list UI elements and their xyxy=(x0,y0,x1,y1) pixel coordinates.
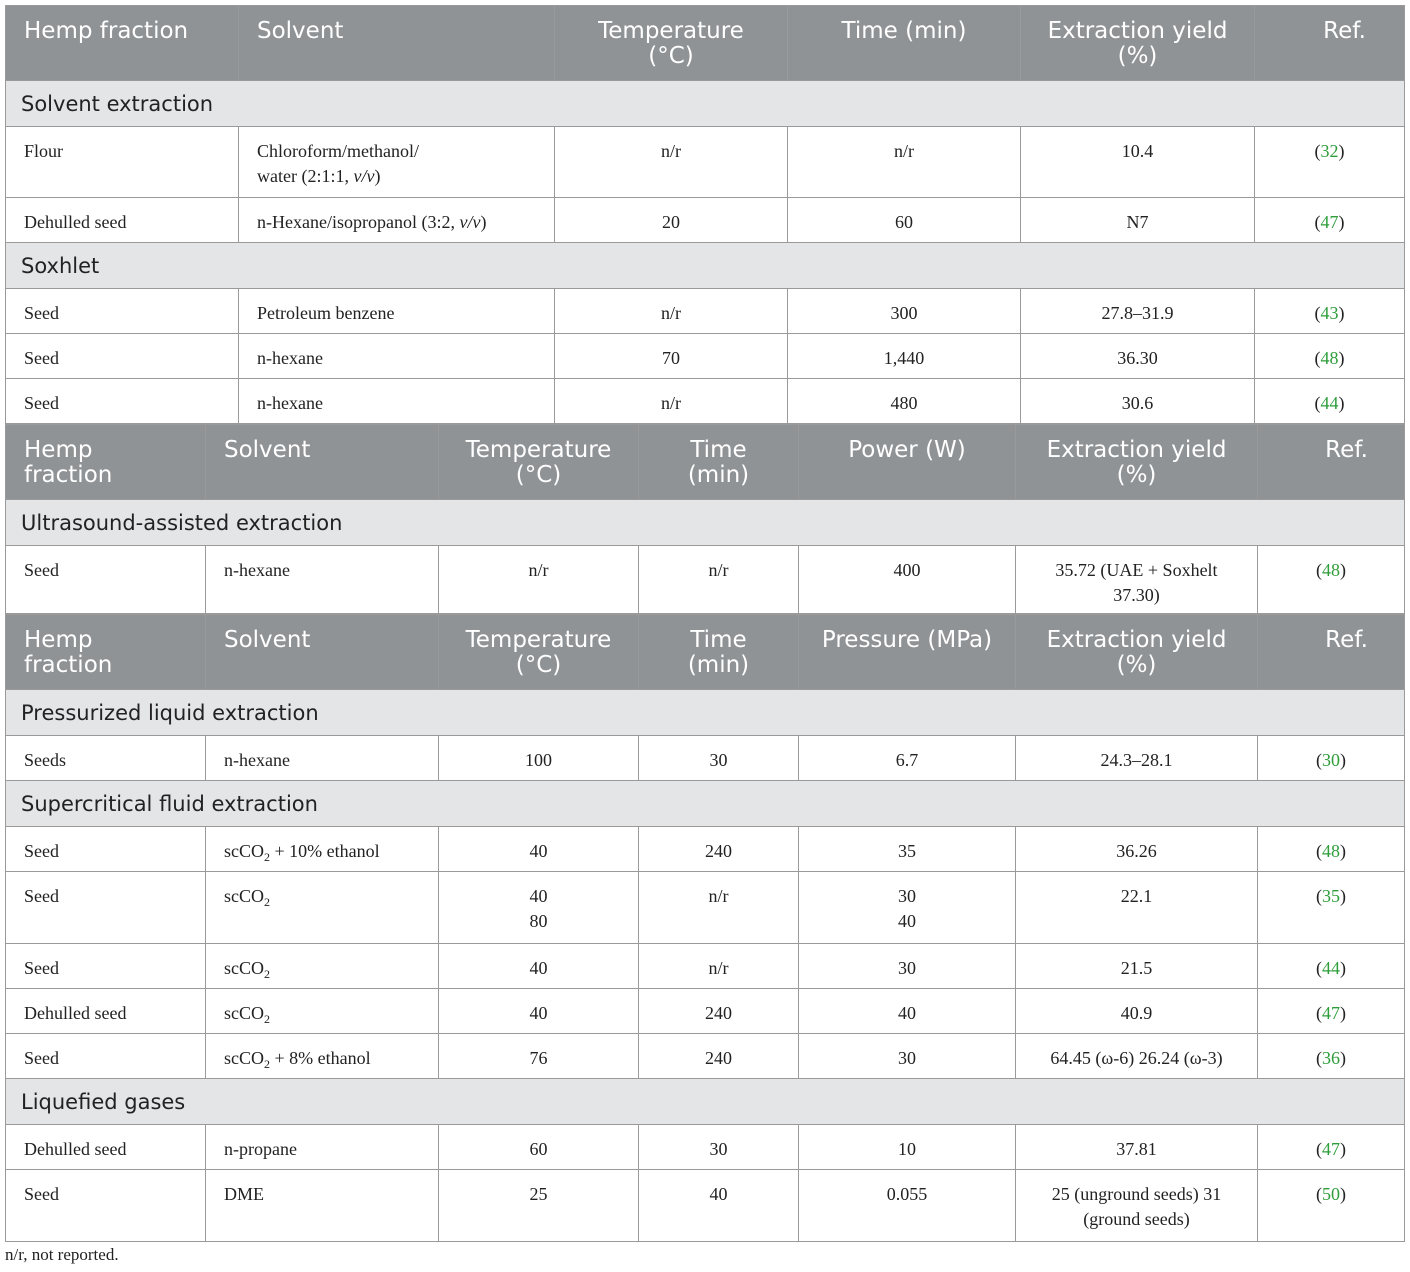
table-row: Seed Petroleum benzene n/r 300 27.8–31.9 (43) xyxy=(6,289,1405,334)
table-row: Dehulled seed n-Hexane/isopropanol (3:2, v/v) 20 60 N7 (47) xyxy=(6,198,1405,243)
table-row: Dehulled seed n-propane 60 30 10 37.81 (47) xyxy=(6,1125,1405,1170)
table-row: Dehulled seed scCO$_2$ 40 240 40 40.9 (47) xyxy=(6,989,1405,1034)
ref-link[interactable]: (48) xyxy=(1258,546,1405,614)
section-title: Ultrasound-assisted extraction xyxy=(6,500,1405,546)
header-hemp-fraction: Hemp fraction xyxy=(6,425,206,500)
header-temperature: Temperature (°C) xyxy=(439,615,639,690)
header-time: Time (min) xyxy=(788,6,1021,81)
section-title: Soxhlet xyxy=(6,243,1405,289)
header-power: Power (W) xyxy=(799,425,1016,500)
table-row: Seed n-hexane n/r 480 30.6 (44) xyxy=(6,379,1405,424)
header-temperature: Temperature (°C) xyxy=(555,6,788,81)
table-row: Seed n-hexane 70 1,440 36.30 (48) xyxy=(6,334,1405,379)
ref-link[interactable]: (47) xyxy=(1258,1125,1405,1170)
header-solvent: Solvent xyxy=(239,6,555,81)
header-hemp-fraction: Hemp fraction xyxy=(6,615,206,690)
table-row: Seed n-hexane n/r n/r 400 35.72 (UAE + Soxhelt 37.30) (48) xyxy=(6,546,1405,614)
table-pressurized-supercritical-liquefied xyxy=(5,614,1405,1242)
tables-wrapper xyxy=(5,5,1404,1242)
ref-link[interactable]: (43) xyxy=(1255,289,1405,334)
header-ref: Ref. xyxy=(1255,6,1405,81)
ref-link[interactable]: (44) xyxy=(1258,944,1405,989)
section-title: Liquefied gases xyxy=(6,1079,1405,1125)
header-hemp-fraction: Hemp fraction xyxy=(6,6,239,81)
table-row: Seed scCO$_2$ + 10% ethanol 40 240 35 36.26 (48) xyxy=(6,827,1405,872)
header-extraction-yield: Extraction yield (%) xyxy=(1016,425,1258,500)
ref-link[interactable]: (36) xyxy=(1258,1034,1405,1079)
ref-link[interactable]: (50) xyxy=(1258,1170,1405,1242)
ref-link[interactable]: (47) xyxy=(1255,198,1405,243)
header-ref: Ref. xyxy=(1258,425,1405,500)
header-time: Time (min) xyxy=(639,425,799,500)
table-row: Seed DME 25 40 0.055 25 (unground seeds) 31 (ground seeds) (50) xyxy=(6,1170,1405,1242)
section-title: Solvent extraction xyxy=(6,81,1405,127)
table-row: Seeds n-hexane 100 30 6.7 24.3–28.1 (30) xyxy=(6,736,1405,781)
ref-link[interactable]: (30) xyxy=(1258,736,1405,781)
header-solvent: Solvent xyxy=(206,615,439,690)
header-extraction-yield: Extraction yield (%) xyxy=(1021,6,1255,81)
ref-link[interactable]: (32) xyxy=(1255,127,1405,198)
table-row: Flour Chloroform/methanol/ water (2:1:1, v/v) n/r n/r 10.4 (32) xyxy=(6,127,1405,198)
footnote: n/r, not reported. xyxy=(5,1245,119,1264)
table-row: Seed scCO$_2$ 40 80 n/r 30 40 22.1 (35) xyxy=(6,872,1405,944)
ref-link[interactable]: (47) xyxy=(1258,989,1405,1034)
ref-link[interactable]: (48) xyxy=(1255,334,1405,379)
ref-link[interactable]: (48) xyxy=(1258,827,1405,872)
header-temperature: Temperature (°C) xyxy=(439,425,639,500)
table-row: Seed scCO$_2$ + 8% ethanol 76 240 30 64.45 (ω-6) 26.24 (ω-3) (36) xyxy=(6,1034,1405,1079)
table-row: Seed scCO$_2$ 40 n/r 30 21.5 (44) xyxy=(6,944,1405,989)
ref-link[interactable]: (44) xyxy=(1255,379,1405,424)
header-time: Time (min) xyxy=(639,615,799,690)
table-solvent-soxhlet xyxy=(5,5,1405,424)
table-ultrasound xyxy=(5,424,1405,614)
header-pressure: Pressure (MPa) xyxy=(799,615,1016,690)
section-title: Supercritical fluid extraction xyxy=(6,781,1405,827)
ref-link[interactable]: (35) xyxy=(1258,872,1405,944)
header-ref: Ref. xyxy=(1258,615,1405,690)
header-solvent: Solvent xyxy=(206,425,439,500)
section-title: Pressurized liquid extraction xyxy=(6,690,1405,736)
header-extraction-yield: Extraction yield (%) xyxy=(1016,615,1258,690)
